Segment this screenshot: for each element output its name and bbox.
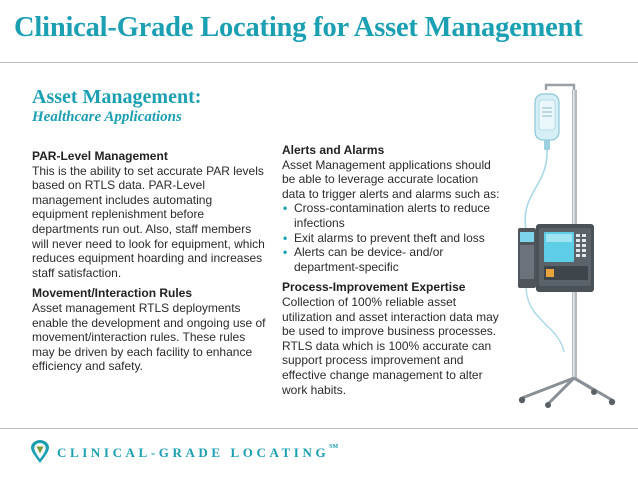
- page-title: Clinical-Grade Locating for Asset Management: [14, 12, 583, 43]
- alerts-bullet: • Alerts can be device- and/or department-specific: [282, 245, 502, 274]
- left-column: [32, 149, 268, 380]
- alerts-heading: Alerts and Alarms: [282, 143, 385, 157]
- location-pin-logo-icon: [30, 440, 50, 464]
- header-divider: [0, 62, 638, 63]
- footer-trademark: SM: [329, 444, 339, 450]
- section-subtitle: Healthcare Applications: [32, 109, 182, 125]
- alerts-body: Asset Management applications should be able to leverage accurate location data to trigger alerts and alarms such as:: [282, 157, 500, 201]
- alerts-bullet: • Cross-contamination alerts to reduce infections: [282, 201, 502, 230]
- par-level-heading: PAR-Level Management: [32, 149, 168, 163]
- movement-heading: Movement/Interaction Rules: [32, 286, 193, 301]
- alerts-section: [282, 143, 502, 274]
- process-body: Collection of 100% reliable asset utilization and asset interaction data may be used to improve business processes. RTLS data which is 100% accurate can support process improvement and effective change management to alter work habits.: [282, 294, 499, 397]
- par-level-section: [32, 149, 268, 280]
- right-column: [282, 143, 502, 403]
- section-title: Asset Management:: [32, 86, 202, 108]
- process-heading: Process-Improvement Expertise: [282, 280, 466, 295]
- par-level-body: This is the ability to set accurate PAR levels based on RTLS data. PAR-Level management includes automating equipment replenishment before departments run out. Also, staff members will never need to look for equipment, which reduces equipment hoarding and increases staff satisfaction.: [32, 163, 265, 280]
- movement-section: [32, 286, 268, 374]
- alerts-bullet: • Exit alarms to prevent theft and loss: [282, 231, 502, 246]
- movement-body: Asset management RTLS deployments enable the development and ongoing use of movement/interaction rules. These rules may be driven by each facility to enhance efficiency and safety.: [32, 300, 266, 374]
- footer-brand: [57, 445, 338, 461]
- process-section: [282, 280, 502, 397]
- footer-divider: [0, 428, 638, 429]
- footer-brand-text: CLINICAL-GRADE LOCATING: [57, 445, 330, 460]
- alerts-bullet-list: [282, 201, 502, 274]
- iv-pole-infusion-pump-icon: [508, 82, 618, 408]
